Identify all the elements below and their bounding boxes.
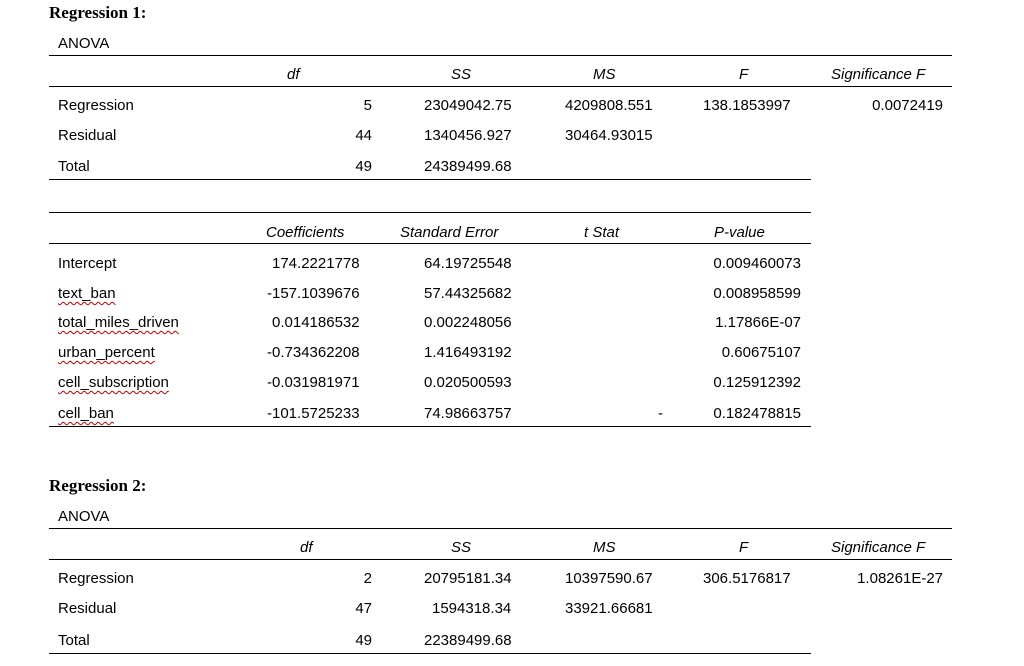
cell-coefficient: -0.734362208 bbox=[267, 344, 360, 361]
header-ss: SS bbox=[451, 539, 472, 556]
cell-p-value: 0.182478815 bbox=[713, 405, 801, 422]
cell-p-value: 1.17866E-07 bbox=[715, 314, 801, 331]
cell-standard-error: 64.19725548 bbox=[424, 255, 512, 272]
header-df: df bbox=[287, 66, 300, 83]
cell-ss: 1340456.927 bbox=[424, 127, 512, 144]
cell-ss: 23049042.75 bbox=[424, 97, 512, 114]
table-rule bbox=[49, 426, 811, 427]
table-rule bbox=[49, 559, 952, 560]
regression-2-heading: Regression 2: bbox=[49, 476, 147, 495]
cell-ms: 30464.93015 bbox=[565, 127, 653, 144]
cell-ms: 33921.66681 bbox=[565, 600, 653, 617]
cell-standard-error: 1.416493192 bbox=[424, 344, 512, 361]
cell-df: 49 bbox=[355, 632, 372, 649]
cell-ms: 10397590.67 bbox=[565, 570, 653, 587]
cell-ss: 1594318.34 bbox=[432, 600, 512, 617]
cell-t-stat: - bbox=[658, 405, 663, 422]
header-coefficients: Coefficients bbox=[266, 224, 345, 241]
header-df: df bbox=[300, 539, 313, 556]
cell-ms: 4209808.551 bbox=[565, 97, 653, 114]
cell-significance-f: 1.08261E-27 bbox=[857, 570, 943, 587]
cell-df: 44 bbox=[355, 127, 372, 144]
row-label: Total bbox=[58, 632, 90, 649]
table-rule bbox=[49, 243, 811, 244]
row-label: Total bbox=[58, 158, 90, 175]
cell-ss: 22389499.68 bbox=[424, 632, 512, 649]
anova-label: ANOVA bbox=[58, 508, 110, 525]
header-significance-f: Significance F bbox=[831, 539, 926, 556]
table-rule bbox=[49, 55, 952, 56]
cell-df: 2 bbox=[363, 570, 372, 587]
cell-p-value: 0.60675107 bbox=[721, 344, 801, 361]
header-f: F bbox=[739, 539, 749, 556]
coef-row-label: Intercept bbox=[58, 255, 117, 272]
cell-ss: 24389499.68 bbox=[424, 158, 512, 175]
coef-row-label: text_ban bbox=[58, 285, 116, 302]
cell-standard-error: 0.002248056 bbox=[424, 314, 512, 331]
cell-df: 49 bbox=[355, 158, 372, 175]
cell-coefficient: -157.1039676 bbox=[267, 285, 360, 302]
coef-row-label: urban_percent bbox=[58, 344, 155, 361]
cell-f: 138.1853997 bbox=[703, 97, 791, 114]
table-rule bbox=[49, 653, 811, 654]
row-label: Regression bbox=[58, 570, 134, 587]
cell-standard-error: 74.98663757 bbox=[424, 405, 512, 422]
table-rule bbox=[49, 528, 952, 529]
cell-standard-error: 57.44325682 bbox=[424, 285, 512, 302]
row-label: Residual bbox=[58, 127, 117, 144]
header-ss: SS bbox=[451, 66, 472, 83]
cell-ss: 20795181.34 bbox=[424, 570, 512, 587]
regression-1-heading: Regression 1: bbox=[49, 3, 147, 22]
cell-df: 47 bbox=[355, 600, 372, 617]
table-rule bbox=[49, 179, 811, 180]
row-label: Residual bbox=[58, 600, 117, 617]
cell-df: 5 bbox=[363, 97, 372, 114]
table-rule bbox=[49, 212, 811, 213]
header-t-stat: t Stat bbox=[584, 224, 620, 241]
cell-coefficient: -101.5725233 bbox=[267, 405, 360, 422]
cell-standard-error: 0.020500593 bbox=[424, 374, 512, 391]
coef-row-label: total_miles_driven bbox=[58, 314, 179, 331]
header-ms: MS bbox=[593, 539, 616, 556]
cell-coefficient: 174.2221778 bbox=[272, 255, 360, 272]
header-f: F bbox=[739, 66, 749, 83]
cell-p-value: 0.125912392 bbox=[713, 374, 801, 391]
row-label: Regression bbox=[58, 97, 134, 114]
anova-label: ANOVA bbox=[58, 35, 110, 52]
coef-row-label: cell_ban bbox=[58, 405, 114, 422]
header-ms: MS bbox=[593, 66, 616, 83]
header-significance-f: Significance F bbox=[831, 66, 926, 83]
cell-p-value: 0.008958599 bbox=[713, 285, 801, 302]
coef-row-label: cell_subscription bbox=[58, 374, 169, 391]
header-p-value: P-value bbox=[714, 224, 765, 241]
cell-p-value: 0.009460073 bbox=[713, 255, 801, 272]
cell-significance-f: 0.0072419 bbox=[872, 97, 943, 114]
table-rule bbox=[49, 86, 952, 87]
cell-f: 306.5176817 bbox=[703, 570, 791, 587]
cell-coefficient: -0.031981971 bbox=[267, 374, 360, 391]
header-standard-error: Standard Error bbox=[400, 224, 499, 241]
cell-coefficient: 0.014186532 bbox=[272, 314, 360, 331]
